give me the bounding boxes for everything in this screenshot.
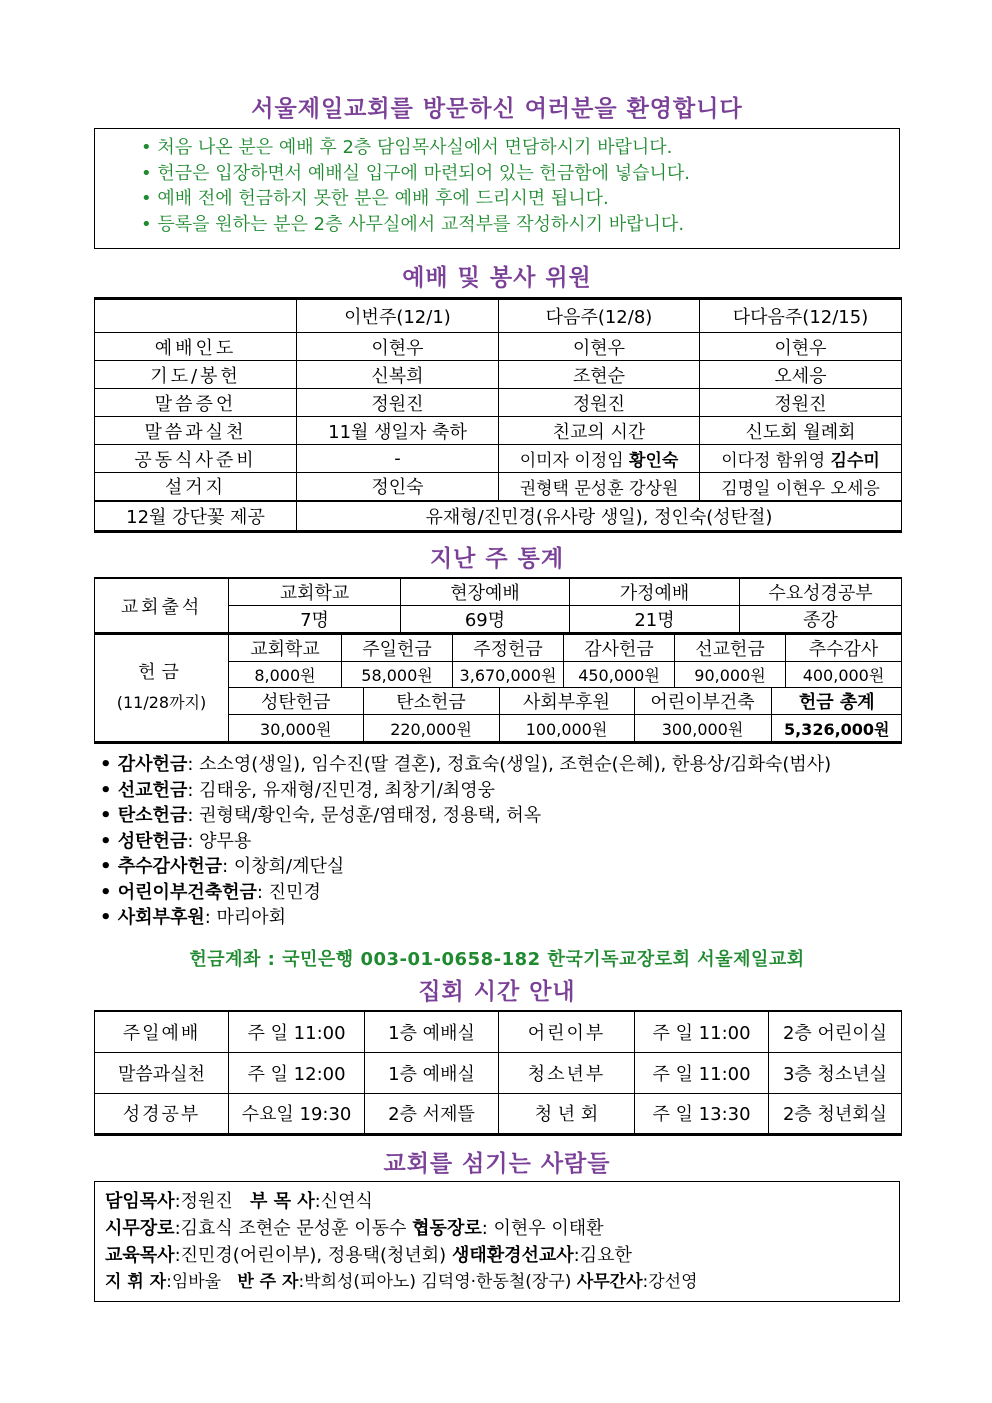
welcome-title: 서울제일교회를 방문하신 여러분을 환영합니다 <box>251 96 743 122</box>
offering-note-text: : 마리아회 <box>204 907 287 928</box>
worship-cell: 오세응 <box>700 361 902 389</box>
meeting-cell: 말씀과실천 <box>95 1052 229 1093</box>
offering-label-cell <box>95 635 229 743</box>
offering-header: 사회부후원 <box>499 688 634 714</box>
flower-label: 12월 강단꽃 제공 <box>95 501 297 532</box>
worship-header-cell <box>95 299 297 333</box>
worship-row-label: 말씀과실천 <box>95 417 297 445</box>
offering-value: 400,000원 <box>786 662 902 688</box>
staff-names: :김요한 <box>573 1245 632 1266</box>
offering-note-text: : 김태웅, 유재형/진민경, 최창기/최영웅 <box>187 779 495 801</box>
staff-role: 부 목 사 <box>249 1191 315 1212</box>
worship-row <box>95 389 902 417</box>
flower-row <box>95 501 902 532</box>
attendance-header: 가정예배 <box>570 578 740 606</box>
meeting-cell: 청소년부 <box>499 1052 635 1093</box>
offering-note-label: 어린이부건축헌금 <box>117 881 257 903</box>
offering-header: 주일헌금 <box>342 635 453 662</box>
offering-note <box>100 803 831 829</box>
worship-cell-text: 이다정 함위영 <box>721 451 831 471</box>
offering-note <box>100 752 831 778</box>
worship-row-label: 설거지 <box>95 473 297 501</box>
staff-line <box>105 1269 889 1296</box>
offering-value: 100,000원 <box>499 715 634 741</box>
offering-note-label: 감사헌금 <box>117 754 188 775</box>
meeting-cell: 2층 서제뜰 <box>365 1093 499 1134</box>
worship-cell: 정인숙 <box>297 473 499 501</box>
worship-cell: 친교의 시간 <box>499 417 700 445</box>
welcome-item: • 헌금은 입장하면서 예배실 입구에 마련되어 있는 헌금함에 넣습니다. <box>141 161 899 187</box>
offering-row2-container <box>229 688 902 715</box>
offering-header: 성탄헌금 <box>229 688 363 714</box>
offering-value: 450,000원 <box>564 662 675 688</box>
offering-value: 8,000원 <box>229 662 342 688</box>
offering-note-label: 추수감사헌금 <box>117 856 223 877</box>
offering-note-text: : 이창희/계단실 <box>222 856 345 877</box>
worship-cell: 김명일 이현우 오세응 <box>700 473 902 501</box>
welcome-box <box>94 128 900 249</box>
meeting-cell: 주일예배 <box>95 1011 229 1052</box>
worship-cell: 11월 생일자 축하 <box>297 417 499 445</box>
offering-sublabel: (11/28까지) <box>116 693 207 712</box>
worship-title: 예배 및 봉사 위원 <box>402 265 592 291</box>
offering-value: 220,000원 <box>363 715 499 741</box>
welcome-item: • 등록을 원하는 분은 2층 사무실에서 교적부를 작성하시기 바랍니다. <box>141 212 899 238</box>
stats-title: 지난 주 통계 <box>429 546 565 572</box>
meeting-row <box>95 1052 902 1093</box>
offering-value: 58,000원 <box>342 662 453 688</box>
worship-cell-bold: 황인숙 <box>629 451 679 471</box>
offering-note-text: : 소소영(생일), 임수진(딸 결혼), 정효숙(생일), 조현순(은혜), 한용상/김화숙(범사) <box>187 754 832 775</box>
flower-value: 유재형/진민경(유사랑 생일), 정인숙(성탄절) <box>297 501 902 532</box>
meeting-row <box>95 1011 902 1052</box>
meetings-title: 집회 시간 안내 <box>418 979 576 1005</box>
meeting-cell: 주 일 12:00 <box>229 1052 365 1093</box>
worship-row-label: 말씀증언 <box>95 389 297 417</box>
attendance-table <box>94 577 902 635</box>
staff-role: 시무장로 <box>105 1218 175 1239</box>
staff-line <box>105 1188 889 1215</box>
staff-line <box>105 1242 889 1269</box>
worship-row <box>95 417 902 445</box>
meetings-table <box>94 1010 902 1136</box>
meeting-cell: 1층 예배실 <box>365 1052 499 1093</box>
staff-role: 생태환경선교사 <box>451 1245 574 1266</box>
meeting-cell: 2층 청년회실 <box>769 1093 902 1134</box>
worship-header-row <box>95 299 902 333</box>
meeting-cell: 1층 예배실 <box>365 1011 499 1052</box>
staff-names: :박희성(피아노) 김덕영·한동철(장구) <box>298 1272 577 1292</box>
staff-role: 담임목사 <box>105 1191 175 1212</box>
attendance-header: 현장예배 <box>401 578 570 606</box>
offering-note-label: 선교헌금 <box>117 779 188 801</box>
offering-note-label: 성탄헌금 <box>117 830 188 852</box>
worship-row <box>95 333 902 361</box>
worship-cell: 권형택 문성훈 강상원 <box>499 473 700 501</box>
worship-cell: 정원진 <box>700 389 902 417</box>
welcome-list <box>95 129 899 237</box>
offering-note-label: 사회부후원 <box>117 907 205 928</box>
attendance-value: 21명 <box>570 606 740 634</box>
offering-header: 탄소헌금 <box>363 688 499 714</box>
offering-row2-values-container <box>229 715 902 743</box>
offering-notes <box>100 752 831 931</box>
meeting-cell: 어린이부 <box>499 1011 635 1052</box>
attendance-label: 교회출석 <box>95 578 229 634</box>
worship-cell: 이현우 <box>297 333 499 361</box>
offering-header: 추수감사 <box>786 635 902 662</box>
staff-names: :김효식 조현순 문성훈 이동수 <box>174 1218 413 1239</box>
staff-names: :임바울 <box>166 1272 238 1292</box>
worship-cell <box>700 445 902 473</box>
worship-row-label: 기도/봉헌 <box>95 361 297 389</box>
worship-header-cell: 다다음주(12/15) <box>700 299 902 333</box>
offering-value: 3,670,000원 <box>453 662 564 688</box>
welcome-item: • 처음 나온 분은 예배 후 2층 담임목사실에서 면담하시기 바랍니다. <box>141 135 899 161</box>
offering-total-header: 헌금 총계 <box>771 688 902 714</box>
meeting-cell: 주 일 11:00 <box>635 1011 769 1052</box>
staff-role: 협동장로 <box>412 1218 482 1239</box>
offering-value: 300,000원 <box>634 715 771 741</box>
meeting-row <box>95 1093 902 1134</box>
meeting-cell: 성경공부 <box>95 1093 229 1134</box>
worship-cell: 이현우 <box>499 333 700 361</box>
attendance-header: 수요성경공부 <box>740 578 902 606</box>
meeting-cell: 청 년 회 <box>499 1093 635 1134</box>
attendance-value: 종강 <box>740 606 902 634</box>
staff-names: :신연식 <box>314 1191 373 1212</box>
staff-names: :강선영 <box>642 1272 698 1292</box>
worship-row <box>95 445 902 473</box>
worship-cell: 이현우 <box>700 333 902 361</box>
offering-note-label: 탄소헌금 <box>117 805 188 826</box>
meeting-cell: 3층 청소년실 <box>769 1052 902 1093</box>
worship-header-cell: 다음주(12/8) <box>499 299 700 333</box>
offering-note <box>100 854 831 880</box>
worship-cell: 정원진 <box>499 389 700 417</box>
worship-cell-bold: 김수미 <box>830 451 880 471</box>
worship-row <box>95 361 902 389</box>
attendance-value: 7명 <box>229 606 401 634</box>
staff-role: 교육목사 <box>105 1245 175 1266</box>
meeting-cell: 2층 어린이실 <box>769 1011 902 1052</box>
offering-value: 30,000원 <box>229 715 363 741</box>
offering-note-text: : 양무용 <box>187 830 252 852</box>
worship-cell: 조현순 <box>499 361 700 389</box>
meeting-cell: 주 일 11:00 <box>229 1011 365 1052</box>
worship-header-cell: 이번주(12/1) <box>297 299 499 333</box>
offering-note <box>100 880 831 906</box>
offering-header: 선교헌금 <box>675 635 786 662</box>
meeting-cell: 주 일 11:00 <box>635 1052 769 1093</box>
staff-names: :정원진 <box>174 1191 250 1212</box>
offering-total-value: 5,326,000원 <box>771 715 902 741</box>
staff-names: : 이현우 이태환 <box>481 1218 604 1239</box>
worship-row <box>95 473 902 501</box>
worship-cell <box>499 445 700 473</box>
staff-title: 교회를 섬기는 사람들 <box>383 1151 611 1177</box>
meeting-cell: 주 일 13:30 <box>635 1093 769 1134</box>
worship-row-label: 예배인도 <box>95 333 297 361</box>
worship-cell-text: 이미자 이정임 <box>519 451 630 471</box>
account-info: 헌금계좌 : 국민은행 003-01-0658-182 한국기독교장로회 서울제일교회 <box>189 949 805 970</box>
worship-cell: 정원진 <box>297 389 499 417</box>
attendance-header: 교회학교 <box>229 578 401 606</box>
offering-value: 90,000원 <box>675 662 786 688</box>
offering-note <box>100 778 831 804</box>
staff-box <box>94 1181 900 1302</box>
offering-note-text: : 권형택/황인숙, 문성훈/염태정, 정용택, 허옥 <box>187 805 542 826</box>
offering-note <box>100 829 831 855</box>
offering-header: 감사헌금 <box>564 635 675 662</box>
offering-note-text: : 진민경 <box>256 881 321 903</box>
offering-label: 헌금 <box>138 662 185 683</box>
staff-line <box>105 1215 889 1242</box>
welcome-item: • 예배 전에 헌금하지 못한 분은 예배 후에 드리시면 됩니다. <box>141 186 899 212</box>
worship-cell: 신복희 <box>297 361 499 389</box>
staff-names: :진민경(어린이부), 정용택(청년회) <box>174 1245 452 1266</box>
offering-note <box>100 905 831 931</box>
offering-header: 교회학교 <box>229 635 342 662</box>
attendance-value: 69명 <box>401 606 570 634</box>
offering-header: 어린이부건축 <box>634 688 771 714</box>
worship-row-label: 공동식사준비 <box>95 445 297 473</box>
offering-row2-values <box>229 715 902 741</box>
worship-cell: - <box>297 445 499 473</box>
staff-role: 지 휘 자 <box>105 1272 167 1292</box>
worship-cell: 신도회 월례회 <box>700 417 902 445</box>
offering-header: 주정헌금 <box>453 635 564 662</box>
worship-table <box>94 297 902 533</box>
staff-role: 사무간사 <box>576 1272 643 1292</box>
offering-row2-header <box>229 688 902 714</box>
meeting-cell: 수요일 19:30 <box>229 1093 365 1134</box>
staff-role: 반 주 자 <box>237 1272 299 1292</box>
offering-table <box>94 634 902 744</box>
